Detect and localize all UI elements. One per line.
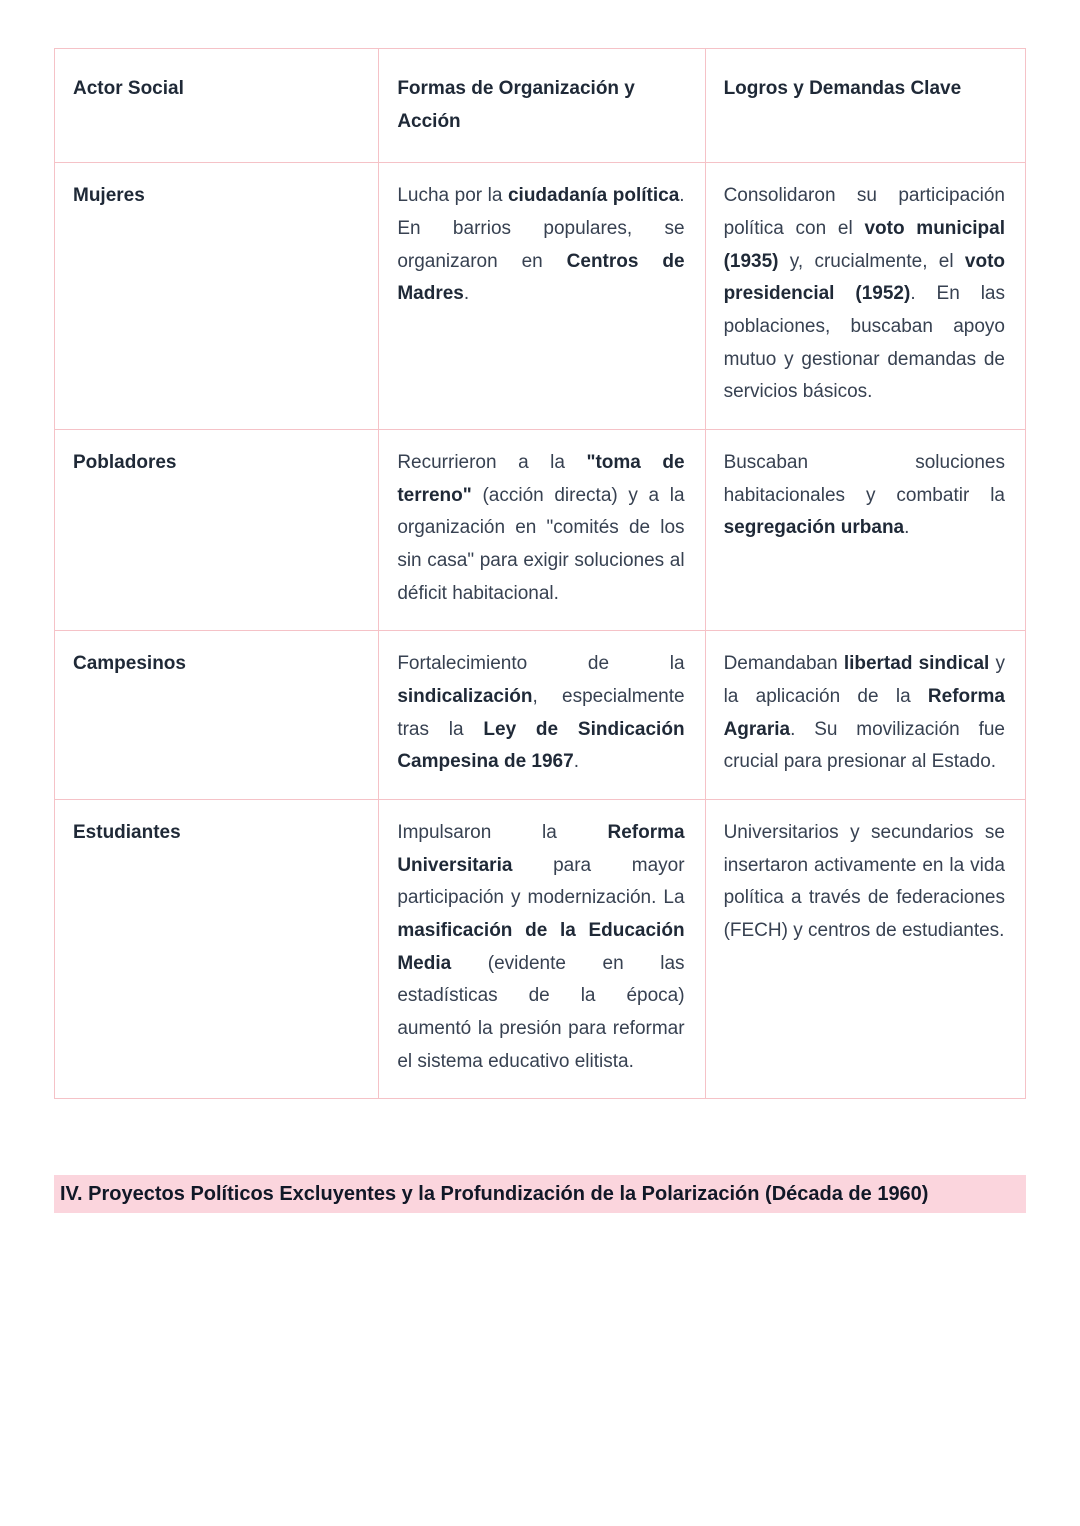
section-heading-proyectos-politicos: IV. Proyectos Políticos Excluyentes y la Profundización de la Polarización (Década de 1960) <box>54 1175 1026 1213</box>
table-header-row <box>55 49 1026 163</box>
actor-name: Pobladores <box>55 430 379 631</box>
logros-cell: Consolidaron su participación política con el voto municipal (1935) y, crucialmente, el voto presidencial (1952). En las poblaciones, buscaban apoyo mutuo y gestionar demandas de servicios básicos. <box>705 163 1025 430</box>
logros-cell: Demandaban libertad sindical y la aplicación de la Reforma Agraria. Su movilización fue crucial para presionar al Estado. <box>705 631 1025 800</box>
actor-name: Mujeres <box>55 163 379 430</box>
table-row-estudiantes <box>55 800 1026 1099</box>
header-formas-organizacion: Formas de Organización y Acción <box>379 49 705 163</box>
organizacion-cell: Fortalecimiento de la sindicalización, especialmente tras la Ley de Sindicación Campesina de 1967. <box>379 631 705 800</box>
organizacion-cell: Impulsaron la Reforma Universitaria para mayor participación y modernización. La masificación de la Educación Media (evidente en las estadísticas de la época) aumentó la presión para reformar el sistema educativo elitista. <box>379 800 705 1099</box>
organizacion-cell: Recurrieron a la "toma de terreno" (acción directa) y a la organización en "comités de los sin casa" para exigir soluciones al déficit habitacional. <box>379 430 705 631</box>
logros-cell: Universitarios y secundarios se insertaron activamente en la vida política a través de federaciones (FECH) y centros de estudiantes. <box>705 800 1025 1099</box>
table-row-mujeres <box>55 163 1026 430</box>
actor-name: Estudiantes <box>55 800 379 1099</box>
logros-cell: Buscaban soluciones habitacionales y combatir la segregación urbana. <box>705 430 1025 631</box>
header-actor-social: Actor Social <box>55 49 379 163</box>
organizacion-cell: Lucha por la ciudadanía política. En barrios populares, se organizaron en Centros de Madres. <box>379 163 705 430</box>
header-logros-demandas: Logros y Demandas Clave <box>705 49 1025 163</box>
actor-name: Campesinos <box>55 631 379 800</box>
social-actors-table <box>54 48 1026 1099</box>
table-row-pobladores <box>55 430 1026 631</box>
table-row-campesinos <box>55 631 1026 800</box>
